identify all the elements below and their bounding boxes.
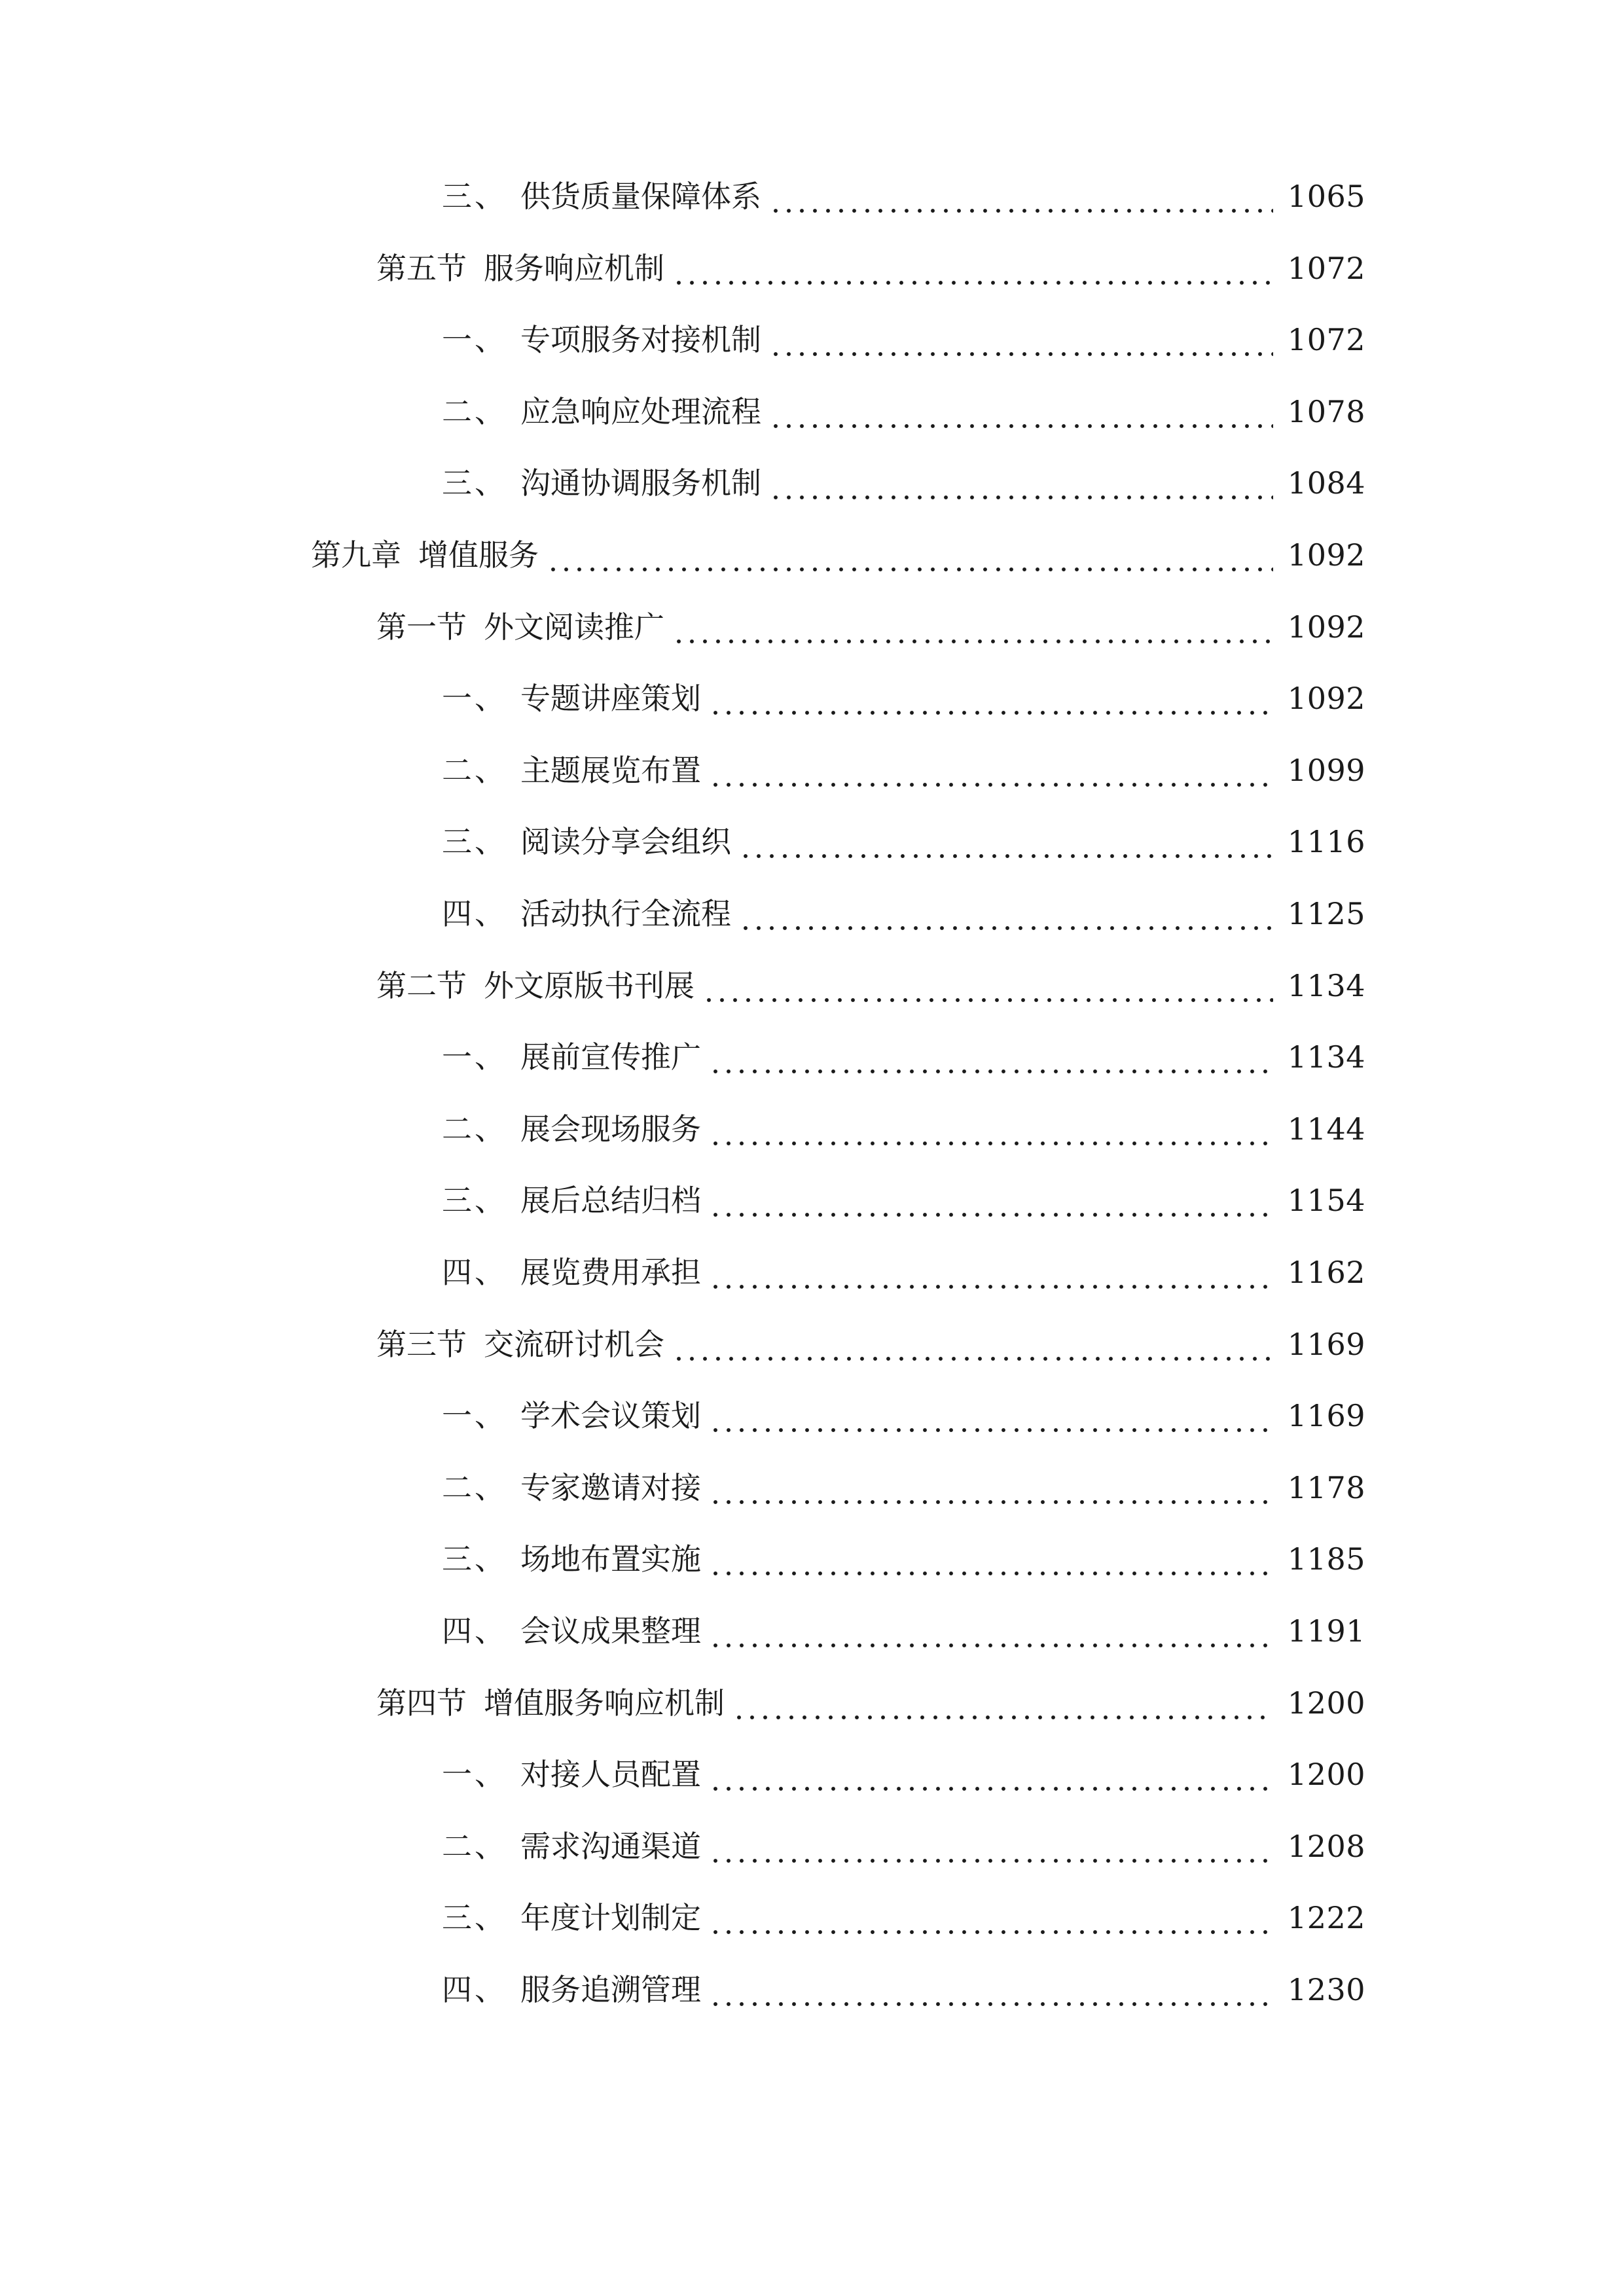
toc-entry-item[interactable] [442, 1106, 1365, 1152]
toc-entry-title: 专家邀请对接 [520, 1470, 701, 1505]
toc-entry-page-number: 1200 [1287, 1685, 1365, 1721]
dot-leader [672, 245, 1273, 291]
dot-leader [672, 1321, 1273, 1367]
dot-leader [769, 460, 1273, 506]
toc-entry-title: 展前宣传推广 [520, 1039, 701, 1075]
dot-leader [709, 1393, 1273, 1439]
dot-leader [709, 1895, 1273, 1941]
toc-entry-page-number: 1208 [1287, 1829, 1365, 1864]
dot-leader [709, 675, 1273, 721]
toc-entry-title: 场地布置实施 [520, 1541, 701, 1577]
toc-entry-item[interactable] [442, 1393, 1365, 1439]
toc-entry-page-number: 1084 [1287, 465, 1365, 501]
dot-leader [672, 604, 1273, 650]
toc-entry-number: 第五节 [376, 251, 467, 286]
toc-entry-page-number: 1162 [1287, 1255, 1365, 1290]
toc-entry-title: 沟通协调服务机制 [520, 465, 761, 501]
toc-entry-page-number: 1144 [1287, 1111, 1365, 1147]
toc-entry-item[interactable] [442, 389, 1365, 435]
toc-entry-number: 三、 [442, 824, 507, 859]
toc-entry-page-number: 1154 [1287, 1183, 1365, 1218]
toc-entry-number: 一、 [442, 1039, 507, 1075]
toc-entry-title: 对接人员配置 [520, 1757, 701, 1792]
toc-entry-section[interactable] [376, 1680, 1365, 1726]
dot-leader [702, 963, 1273, 1009]
toc-entry-item[interactable] [442, 460, 1365, 506]
toc-entry-number: 二、 [442, 753, 507, 788]
toc-entry-title: 外文原版书刊展 [484, 968, 695, 1003]
toc-entry-title: 阅读分享会组织 [520, 824, 731, 859]
dot-leader [709, 1967, 1273, 2013]
toc-entry-title: 应急响应处理流程 [520, 394, 761, 429]
toc-entry-page-number: 1230 [1287, 1972, 1365, 2007]
dot-leader [769, 389, 1273, 435]
toc-entry-number: 第三节 [376, 1327, 467, 1362]
toc-entry-page-number: 1092 [1287, 681, 1365, 716]
toc-entry-page-number: 1125 [1287, 896, 1365, 931]
toc-entry-page-number: 1099 [1287, 753, 1365, 788]
toc-entry-title: 会议成果整理 [520, 1613, 701, 1649]
toc-entry-item[interactable] [442, 891, 1365, 937]
toc-entry-item[interactable] [442, 819, 1365, 865]
toc-entry-title: 需求沟通渠道 [520, 1829, 701, 1864]
toc-entry-title: 活动执行全流程 [520, 896, 731, 931]
toc-entry-number: 三、 [442, 1183, 507, 1218]
toc-entry-section[interactable] [376, 963, 1365, 1009]
toc-entry-item[interactable] [442, 1608, 1365, 1654]
toc-entry-number: 第九章 [311, 537, 401, 573]
toc-entry-item[interactable] [442, 1823, 1365, 1869]
toc-entry-title: 服务响应机制 [484, 251, 664, 286]
toc-entry-number: 二、 [442, 1829, 507, 1864]
toc-entry-page-number: 1169 [1287, 1327, 1365, 1362]
toc-entry-title: 交流研讨机会 [484, 1327, 664, 1362]
toc-entry-item[interactable] [442, 1249, 1365, 1295]
toc-entry-page-number: 1092 [1287, 609, 1365, 645]
toc-entry-section[interactable] [376, 1321, 1365, 1367]
toc-entry-item[interactable] [442, 1536, 1365, 1582]
toc-entry-title: 展会现场服务 [520, 1111, 701, 1147]
toc-entry-page-number: 1072 [1287, 322, 1365, 357]
toc-entry-section[interactable] [376, 245, 1365, 291]
toc-entry-number: 三、 [442, 179, 507, 214]
toc-entry-item[interactable] [442, 675, 1365, 721]
toc-entry-number: 一、 [442, 1757, 507, 1792]
toc-entry-number: 一、 [442, 681, 507, 716]
toc-entry-page-number: 1065 [1287, 179, 1365, 214]
toc-entry-number: 三、 [442, 1900, 507, 1935]
toc-entry-title: 展览费用承担 [520, 1255, 701, 1290]
toc-entry-page-number: 1178 [1287, 1470, 1365, 1505]
toc-entry-item[interactable] [442, 1034, 1365, 1080]
toc-entry-page-number: 1169 [1287, 1398, 1365, 1433]
toc-entry-number: 二、 [442, 1470, 507, 1505]
toc-entry-page-number: 1200 [1287, 1757, 1365, 1792]
toc-entry-page-number: 1134 [1287, 968, 1365, 1003]
dot-leader [739, 891, 1273, 937]
toc-entry-title: 外文阅读推广 [484, 609, 664, 645]
dot-leader [709, 747, 1273, 793]
toc-entry-number: 四、 [442, 896, 507, 931]
toc-entry-number: 三、 [442, 465, 507, 501]
toc-entry-number: 二、 [442, 394, 507, 429]
toc-entry-title: 学术会议策划 [520, 1398, 701, 1433]
toc-entry-section[interactable] [376, 604, 1365, 650]
dot-leader [547, 532, 1273, 578]
toc-entry-title: 展后总结归档 [520, 1183, 701, 1218]
toc-entry-number: 第一节 [376, 609, 467, 645]
toc-entry-item[interactable] [442, 1967, 1365, 2013]
dot-leader [732, 1680, 1273, 1726]
toc-entry-number: 二、 [442, 1111, 507, 1147]
toc-entry-title: 增值服务 [418, 537, 539, 573]
toc-entry-page-number: 1191 [1287, 1613, 1365, 1649]
toc-entry-item[interactable] [442, 1895, 1365, 1941]
toc-entry-number: 四、 [442, 1255, 507, 1290]
toc-entry-title: 年度计划制定 [520, 1900, 701, 1935]
toc-entry-number: 一、 [442, 1398, 507, 1433]
toc-entry-item[interactable] [442, 173, 1365, 219]
dot-leader [709, 1249, 1273, 1295]
dot-leader [769, 173, 1273, 219]
toc-entry-title: 服务追溯管理 [520, 1972, 701, 2007]
toc-entry-page-number: 1222 [1287, 1900, 1365, 1935]
toc-entry-item[interactable] [442, 1177, 1365, 1223]
toc-entry-title: 专题讲座策划 [520, 681, 701, 716]
dot-leader [769, 317, 1273, 363]
dot-leader [709, 1751, 1273, 1797]
toc-entry-title: 供货质量保障体系 [520, 179, 761, 214]
toc-entry-item[interactable] [442, 747, 1365, 793]
toc-entry-page-number: 1185 [1287, 1541, 1365, 1577]
dot-leader [709, 1106, 1273, 1152]
dot-leader [709, 1823, 1273, 1869]
toc-entry-page-number: 1078 [1287, 394, 1365, 429]
toc-entry-number: 第四节 [376, 1685, 467, 1721]
toc-entry-title: 专项服务对接机制 [520, 322, 761, 357]
dot-leader [709, 1465, 1273, 1511]
toc-entry-title: 增值服务响应机制 [484, 1685, 725, 1721]
toc-entry-item[interactable] [442, 1465, 1365, 1511]
toc-entry-item[interactable] [442, 317, 1365, 363]
toc-entry-chapter[interactable] [311, 532, 1365, 578]
toc-entry-page-number: 1072 [1287, 251, 1365, 286]
dot-leader [739, 819, 1273, 865]
toc-entry-number: 四、 [442, 1613, 507, 1649]
toc-entry-number: 四、 [442, 1972, 507, 2007]
toc-entry-page-number: 1134 [1287, 1039, 1365, 1075]
toc-entry-page-number: 1092 [1287, 537, 1365, 573]
dot-leader [709, 1034, 1273, 1080]
dot-leader [709, 1608, 1273, 1654]
toc-entry-number: 第二节 [376, 968, 467, 1003]
toc-entry-title: 主题展览布置 [520, 753, 701, 788]
toc-entry-number: 一、 [442, 322, 507, 357]
toc-entry-page-number: 1116 [1287, 824, 1365, 859]
toc-entry-number: 三、 [442, 1541, 507, 1577]
dot-leader [709, 1536, 1273, 1582]
dot-leader [709, 1177, 1273, 1223]
toc-entry-item[interactable] [442, 1751, 1365, 1797]
